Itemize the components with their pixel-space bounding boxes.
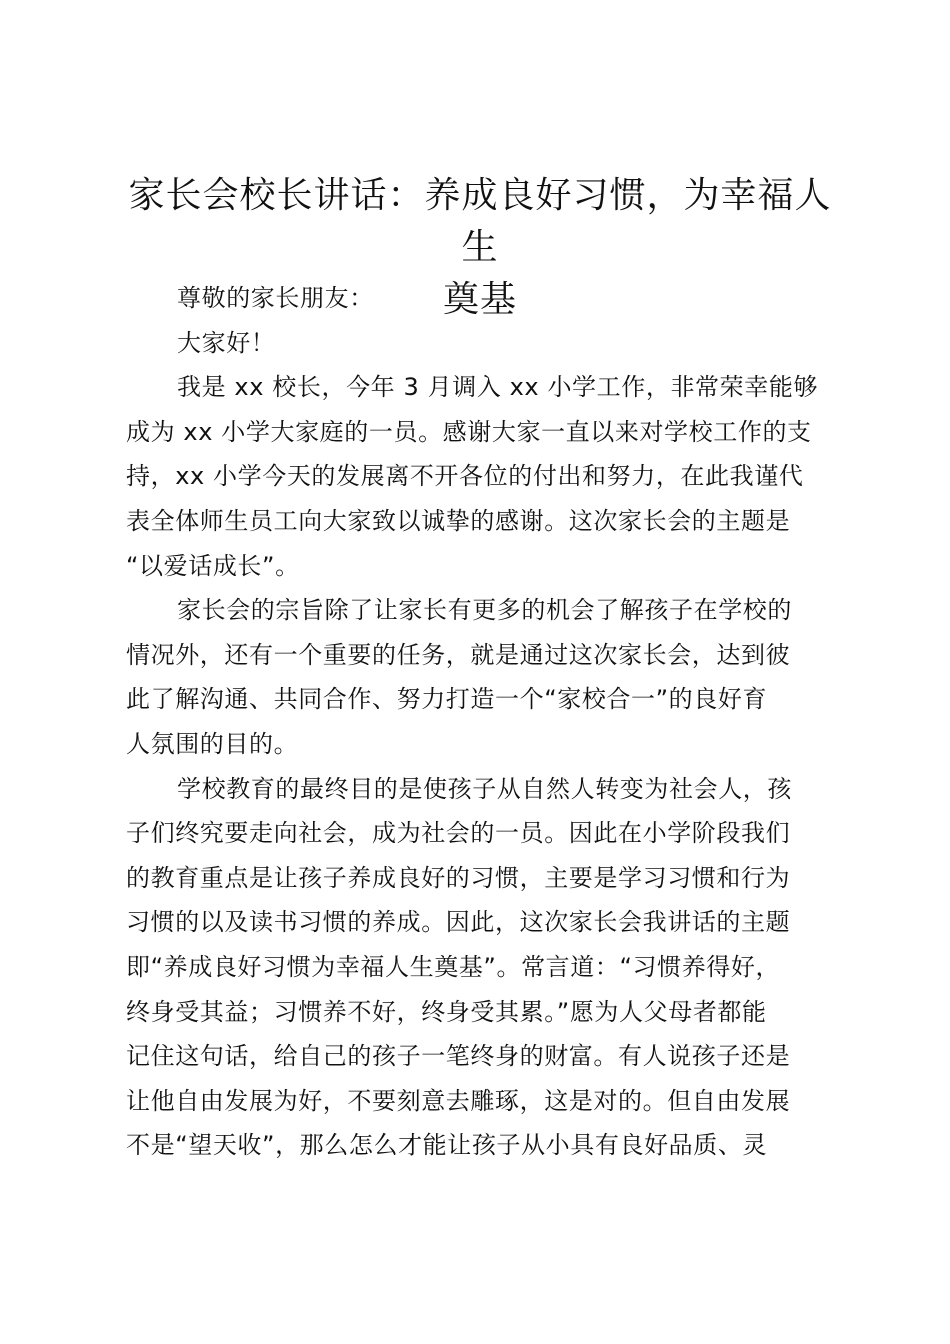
paragraph-line: “以爱话成长”。 xyxy=(126,551,300,580)
salutation-paragraph xyxy=(126,276,838,321)
paragraph-line: 此了解沟通、共同合作、努力打造一个“家校合一”的良好育 xyxy=(126,685,768,714)
paragraph-line: 习惯的以及读书习惯的养成。因此，这次家长会我讲话的主题 xyxy=(126,908,791,937)
paragraph-line: 大家好！ xyxy=(177,328,276,357)
paragraph-line: 即“养成良好习惯为幸福人生奠基”。常言道：“习惯养得好， xyxy=(126,952,781,981)
paragraph-line: 持，xx 小学今天的发展离不开各位的付出和努力，在此我谨代 xyxy=(126,462,804,491)
paragraph-line: 的教育重点是让孩子养成良好的习惯，主要是学习习惯和行为 xyxy=(126,863,791,892)
paragraph-line: 子们终究要走向社会，成为社会的一员。因此在小学阶段我们 xyxy=(126,819,791,848)
paragraph-line: 尊敬的家长朋友： xyxy=(177,284,374,312)
introduction-paragraph xyxy=(126,365,838,588)
paragraph-line: 情况外，还有一个重要的任务，就是通过这次家长会，达到彼 xyxy=(126,640,791,669)
paragraph-line: 家长会的宗旨除了让家长有更多的机会了解孩子在学校的 xyxy=(177,596,792,625)
document-body xyxy=(126,276,838,1168)
greeting-paragraph xyxy=(126,321,838,366)
title-line: 奠基 xyxy=(442,279,517,320)
paragraph-line: 终身受其益；习惯养不好，终身受其累。”愿为人父母者都能 xyxy=(126,997,767,1026)
title-line: 家长会校长讲话：养成良好习惯，为幸福人生 xyxy=(128,175,832,268)
paragraph-line: 不是“望天收”，那么怎么才能让孩子从小具有良好品质、灵 xyxy=(126,1131,768,1160)
paragraph-line: 表全体师生员工向大家致以诚挚的感谢。这次家长会的主题是 xyxy=(126,506,791,535)
paragraph-line: 成为 xx 小学大家庭的一员。感谢大家一直以来对学校工作的支 xyxy=(126,417,812,446)
education-goal-paragraph xyxy=(126,767,838,1168)
purpose-paragraph xyxy=(126,588,838,766)
paragraph-line: 人氛围的目的。 xyxy=(126,729,299,758)
paragraph-line: 学校教育的最终目的是使孩子从自然人转变为社会人，孩 xyxy=(177,774,792,803)
paragraph-line: 我是 xx 校长，今年 3 月调入 xx 小学工作，非常荣幸能够 xyxy=(177,373,819,402)
paragraph-line: 让他自由发展为好，不要刻意去雕琢，这是对的。但自由发展 xyxy=(126,1086,791,1115)
paragraph-line: 记住这句话，给自己的孩子一笔终身的财富。有人说孩子还是 xyxy=(126,1042,791,1071)
